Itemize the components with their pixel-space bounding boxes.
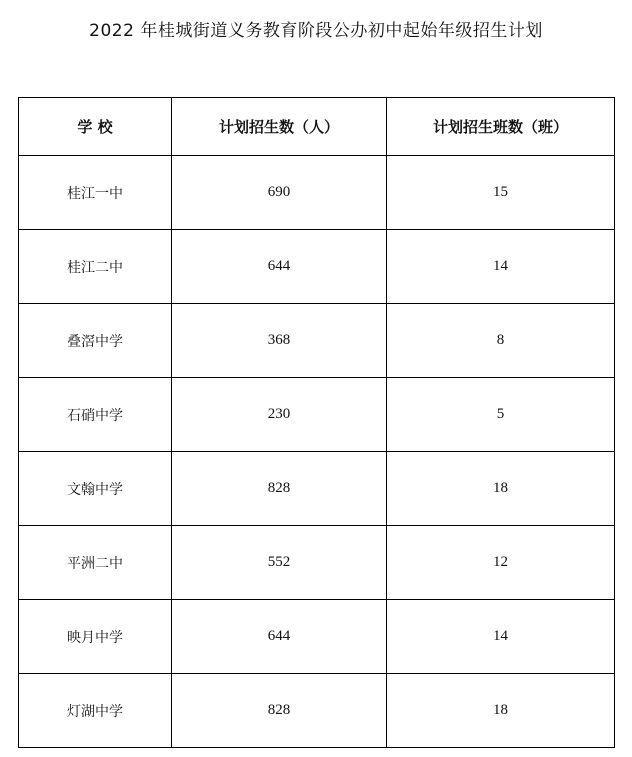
planned-students-cell: 644 xyxy=(172,600,387,674)
table-row xyxy=(19,600,615,674)
school-name-cell: 映月中学 xyxy=(19,600,172,674)
document-title: 2022 年桂城街道义务教育阶段公办初中起始年级招生计划 xyxy=(89,21,543,41)
table-row xyxy=(19,674,615,748)
school-name-cell: 叠滘中学 xyxy=(19,304,172,378)
school-name-cell: 平洲二中 xyxy=(19,526,172,600)
column-header-planned-students: 计划招生数（人） xyxy=(172,98,387,156)
table-row xyxy=(19,230,615,304)
column-header-school: 学 校 xyxy=(19,98,172,156)
planned-students-cell: 552 xyxy=(172,526,387,600)
school-name-cell: 桂江一中 xyxy=(19,156,172,230)
table-row xyxy=(19,526,615,600)
table-header-row xyxy=(19,98,615,156)
planned-students-cell: 368 xyxy=(172,304,387,378)
school-name-cell: 灯湖中学 xyxy=(19,674,172,748)
table-row xyxy=(19,378,615,452)
table-row xyxy=(19,304,615,378)
planned-classes-cell: 18 xyxy=(387,674,615,748)
planned-students-cell: 828 xyxy=(172,452,387,526)
planned-students-cell: 644 xyxy=(172,230,387,304)
planned-students-cell: 828 xyxy=(172,674,387,748)
column-header-planned-classes: 计划招生班数（班） xyxy=(387,98,615,156)
planned-classes-cell: 14 xyxy=(387,230,615,304)
planned-students-cell: 690 xyxy=(172,156,387,230)
planned-classes-cell: 12 xyxy=(387,526,615,600)
table-row xyxy=(19,452,615,526)
planned-students-cell: 230 xyxy=(172,378,387,452)
enrollment-plan-table xyxy=(18,97,615,748)
planned-classes-cell: 14 xyxy=(387,600,615,674)
planned-classes-cell: 5 xyxy=(387,378,615,452)
planned-classes-cell: 18 xyxy=(387,452,615,526)
planned-classes-cell: 15 xyxy=(387,156,615,230)
school-name-cell: 文翰中学 xyxy=(19,452,172,526)
table-row xyxy=(19,156,615,230)
school-name-cell: 石硝中学 xyxy=(19,378,172,452)
planned-classes-cell: 8 xyxy=(387,304,615,378)
school-name-cell: 桂江二中 xyxy=(19,230,172,304)
